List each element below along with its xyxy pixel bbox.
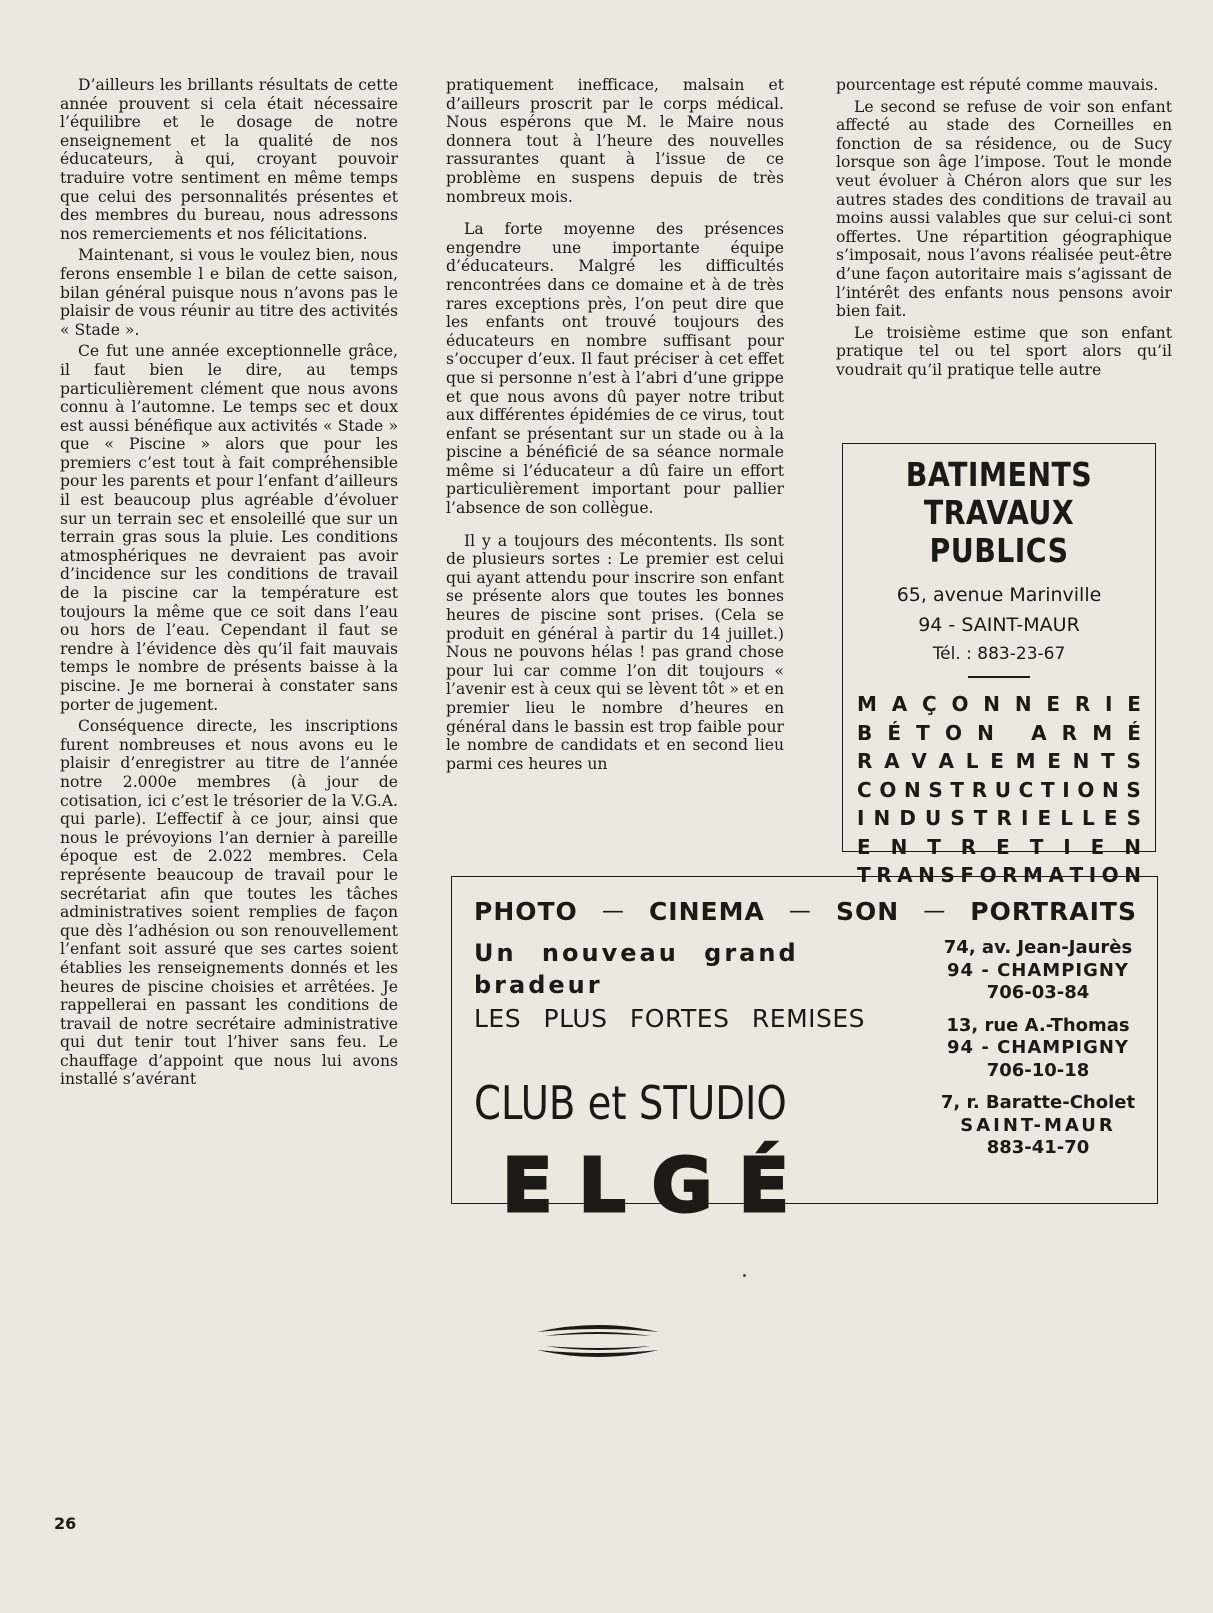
service-letter: F bbox=[960, 863, 975, 887]
service-letter: D bbox=[899, 806, 916, 830]
service-letter: I bbox=[1020, 806, 1029, 830]
paragraph: pratiquement inefficace, malsain et d’ailleurs proscrit par le corps médical. Nous espérons que M. le Maire nous donnera tout à l’heure des nouvelles rassurantes quant à l’issue de ce problème en suspens depuis de très nombreux mois. bbox=[446, 76, 784, 206]
service-letter: C bbox=[857, 777, 872, 802]
service-letter: Ç bbox=[921, 692, 937, 716]
service-letter: M bbox=[1092, 720, 1113, 745]
ad-service-line bbox=[843, 719, 1155, 748]
ad-tagline-remises: LES PLUS FORTES REMISES bbox=[474, 1004, 866, 1033]
ad-service-line bbox=[843, 776, 1155, 805]
advertisement-batiments bbox=[842, 443, 1156, 887]
service-letter: R bbox=[876, 863, 892, 887]
ad-club-studio: CLUB et STUDIO bbox=[474, 1076, 787, 1130]
service-letter: A bbox=[938, 749, 955, 773]
shop-street: 74, av. Jean-Jaurès bbox=[943, 937, 1133, 958]
service-letter: R bbox=[971, 777, 988, 802]
ornament-divider-icon bbox=[535, 1320, 661, 1362]
paragraph: Le second se refuse de voir son enfant affecté au stade des Corneilles en fonction de sa résidence, ou de Sucy lorsque son âge l’impose. Tout le monde veut évoluer à Chéron alors que sur les autres stades des conditions de travail au moins aussi valables que sur celui-ci sont offertes. Une répartition géographique s’imposait, nous l’avons réalisée peut-être d’une façon autoritaire mais s’agissant de l’intérêt des enfants nous pensons avoir bien fait. bbox=[836, 97, 1172, 321]
service-letter: É bbox=[887, 720, 902, 745]
ad-header-line bbox=[474, 897, 1137, 926]
item-son: SON bbox=[835, 897, 900, 926]
shop-address bbox=[938, 937, 1138, 1005]
service-letter: N bbox=[1102, 777, 1119, 802]
service-letter: O bbox=[979, 863, 997, 887]
service-letter: T bbox=[857, 863, 871, 887]
service-letter: I bbox=[1105, 692, 1113, 716]
ad-tagline: Un nouveau grand bradeur bbox=[474, 939, 799, 999]
service-letter: O bbox=[1077, 777, 1095, 802]
service-letter: T bbox=[1101, 749, 1115, 773]
ad-addresses bbox=[938, 937, 1138, 1170]
ink-dot bbox=[743, 1274, 746, 1277]
service-letter: E bbox=[1037, 806, 1052, 830]
service-letter bbox=[1009, 719, 1016, 748]
service-letter: I bbox=[857, 806, 865, 830]
service-letter: L bbox=[1082, 806, 1095, 830]
service-letter: N bbox=[977, 720, 994, 745]
service-letter: I bbox=[1062, 777, 1070, 802]
paragraph: Le troisième estime que son enfant pratique tel ou tel sport alors qu’il voudrait qu’il pratique telle autre bbox=[836, 323, 1172, 379]
service-letter: R bbox=[1002, 863, 1018, 887]
service-letter: O bbox=[1101, 863, 1119, 887]
shop-address bbox=[938, 1015, 1138, 1083]
shop-city: SAINT-MAUR bbox=[960, 1114, 1116, 1136]
item-cinema: CINEMA bbox=[648, 897, 765, 926]
service-letter: R bbox=[960, 834, 977, 859]
service-letter: M bbox=[1023, 863, 1043, 887]
paragraph: La forte moyenne des présences engendre une importante équipe d’éducateurs. Malgré les difficultés rencontrées dans ce domaine et à de très rares exceptions près, l’on peut dire que les enfants ont trouvé toujours des éducateurs en nombre suffisant pour s’occuper d’eux. Il faut préciser à cet effet que si personne n’est à l’abri d’une grippe et que nous avons dû payer notre tribut aux différentes épidémies de ce virus, tout enfant se présentant sur un stade ou à la piscine a bénéficié de sa séance normale même si l’éducateur a dû faire un effort particulièrement important pour pallier l’absence de son collègue. bbox=[446, 220, 784, 518]
paragraph: Conséquence directe, les inscriptions furent nombreuses et nous avons eu le plaisir d’enregistrer au titre de l’année notre 2.000e membres (à jour de cotisation, ici c’est le trésorier de la V.G.A. qui parle). L’effectif à ce jour, ainsi que nous le prévoyions l’an dernier à pareille époque est de 2.022 membres. Cela représente beaucoup de travail pour le secrétariat afin que toutes les tâches administratives soient remplies de façon que dès l’adhésion ou son renouvellement l’enfant soit assuré que ses cartes soient établies les renseignements donnés et les heures de piscine choisies et arrêtées. Je rappellerai en passant les conditions de travail de notre secrétaire administrative qui dut tenir tout l’hiver sans feu. Le chauffage d’appoint que nous lui avons installé s’avérant bbox=[60, 717, 398, 1089]
service-letter: T bbox=[927, 834, 941, 859]
article-column-1 bbox=[60, 76, 398, 1092]
service-letter: E bbox=[1047, 749, 1061, 773]
service-letter: O bbox=[944, 720, 962, 745]
shop-address bbox=[938, 1092, 1138, 1160]
service-letter: R bbox=[1061, 720, 1078, 745]
service-letter: I bbox=[1088, 863, 1097, 887]
dash: — bbox=[923, 899, 947, 924]
service-letter: T bbox=[1069, 863, 1084, 887]
ad-services-list bbox=[843, 690, 1155, 890]
service-letter: O bbox=[951, 692, 969, 716]
brand-logo-elge: ELGÉ bbox=[502, 1143, 815, 1229]
service-letter: E bbox=[1090, 834, 1105, 859]
service-letter: N bbox=[1124, 863, 1141, 887]
service-letter: U bbox=[994, 777, 1012, 802]
service-letter: V bbox=[911, 749, 927, 773]
service-letter: N bbox=[903, 777, 921, 802]
service-letter: E bbox=[857, 834, 871, 859]
divider bbox=[968, 676, 1030, 678]
paragraph: pourcentage est réputé comme mauvais. bbox=[836, 76, 1159, 94]
shop-street: 13, rue A.-Thomas bbox=[946, 1014, 1130, 1036]
service-letter: M bbox=[857, 692, 877, 716]
service-letter: U bbox=[925, 806, 942, 830]
service-letter: M bbox=[1015, 749, 1036, 773]
paragraph: Ce fut une année exceptionnelle grâce, il faut bien le dire, au temps particulièrement clément que nous avons connu à l’automne. Le temps sec et doux est aussi bénéfique aux activités « Stade » que « Piscine » alors que pour les premiers c’est tout à fait compréhensible pour les parents et pour l’enfant d’ailleurs il est beaucoup plus agréable d’évoluer sur un terrain sec et ensoleillé que sur un terrain gras sous la pluie. Les conditions atmosphériques ne devraient pas avoir d’incidence sur les conditions de travail de la piscine car la température est toujours la même que ce soit dans l’eau ou hors de l’eau. Cependant il faut se rendre à l’évidence dès qu’il fait mauvais temps le nombre de présents baisse à la piscine. Je me bornerai à constater sans porter de jugement. bbox=[60, 342, 398, 714]
service-letter: L bbox=[1060, 806, 1073, 830]
paragraph: Maintenant, si vous le voulez bien, nous ferons ensemble l e bilan de cette saison, bilan général puisque nous n’avons pas le plaisir de vous réunir au titre des activités « Stade ». bbox=[60, 246, 398, 339]
service-letter: C bbox=[1018, 777, 1034, 802]
service-letter: E bbox=[996, 834, 1010, 859]
service-letter: T bbox=[1029, 834, 1044, 859]
article-column-3 bbox=[836, 76, 1172, 383]
ad-service-line bbox=[843, 747, 1155, 776]
service-letter: N bbox=[1014, 692, 1032, 716]
service-letter: A bbox=[1031, 720, 1047, 745]
service-letter: N bbox=[1072, 749, 1090, 773]
service-letter: N bbox=[1124, 834, 1141, 859]
service-letter: A bbox=[897, 863, 913, 887]
paragraph: Il y a toujours des mécontents. Ils sont de plusieurs sortes : Le premier est celui qui ayant attendu pour inscrire son enfant se présente alors que toutes les bonnes heures de piscine sont prises. (Cela se produit en général à partir du 14 juillet.) Nous ne pouvons hélas ! pas grand chose pour lui car comme l’on dit toujours « l’avenir est à ceux qui se lèvent tôt » et en premier lieu le nombre d’heures en général dans le bassin est trop faible pour le nombre de candidats et en second lieu parmi ces heures un bbox=[446, 531, 784, 773]
page-number: 26 bbox=[54, 1514, 77, 1533]
service-letter: B bbox=[857, 720, 873, 745]
service-letter: A bbox=[1048, 863, 1064, 887]
service-letter: N bbox=[983, 692, 1001, 716]
service-letter: T bbox=[973, 806, 988, 830]
service-letter: L bbox=[965, 749, 979, 773]
service-letter: E bbox=[990, 749, 1004, 773]
ad-address-street: 65, avenue Marinville bbox=[896, 584, 1102, 606]
service-letter: S bbox=[1126, 777, 1141, 802]
ad-service-line bbox=[843, 804, 1155, 833]
dash: — bbox=[601, 899, 625, 924]
shop-city: 94 - CHAMPIGNY bbox=[947, 1037, 1129, 1058]
service-letter: S bbox=[928, 777, 943, 802]
service-letter: É bbox=[1127, 720, 1141, 745]
service-letter: T bbox=[916, 720, 930, 745]
service-letter: T bbox=[1040, 777, 1055, 802]
service-letter: E bbox=[1103, 806, 1118, 830]
ad-service-line bbox=[843, 690, 1155, 719]
ad-left-block bbox=[474, 937, 894, 1229]
item-photo: PHOTO bbox=[474, 897, 578, 926]
service-letter: A bbox=[891, 692, 908, 716]
ad-phone: Tél. : 883-23-67 bbox=[932, 644, 1066, 664]
ad-title-2: TRAVAUX PUBLICS bbox=[923, 493, 1075, 570]
service-letter: S bbox=[950, 806, 965, 830]
service-letter: S bbox=[1126, 806, 1141, 830]
ad-title-1: BATIMENTS bbox=[905, 455, 1093, 494]
service-letter: S bbox=[1126, 749, 1141, 773]
service-letter: A bbox=[884, 749, 900, 773]
shop-city: 94 - CHAMPIGNY bbox=[947, 959, 1129, 981]
service-letter: I bbox=[1063, 834, 1071, 859]
service-letter: N bbox=[918, 863, 935, 887]
ad-service-line bbox=[843, 833, 1155, 862]
service-letter: E bbox=[1127, 692, 1141, 716]
service-letter: E bbox=[1046, 692, 1061, 716]
service-letter: S bbox=[940, 863, 955, 887]
service-letter: N bbox=[890, 834, 908, 859]
dash: — bbox=[788, 899, 812, 924]
service-letter: R bbox=[1074, 692, 1091, 716]
service-letter: R bbox=[996, 806, 1012, 830]
service-letter: O bbox=[879, 777, 897, 802]
shop-phone: 706-10-18 bbox=[986, 1059, 1090, 1081]
service-letter: T bbox=[950, 777, 965, 802]
advertisement-elge bbox=[451, 876, 1158, 1229]
shop-phone: 883-41-70 bbox=[986, 1137, 1090, 1158]
article-column-2 bbox=[446, 76, 784, 776]
item-portraits: PORTRAITS bbox=[970, 897, 1137, 926]
paragraph: D’ailleurs les brillants résultats de cette année prouvent si cela était nécessaire l’équilibre et le dosage de notre enseignement et la qualité de nos éducateurs, à qui, croyant pouvoir traduire votre sentiment en même temps que celui des personnalités présentes et des membres du bureau, nous adressons nos remerciements et nos félicitations. bbox=[60, 76, 398, 243]
shop-phone: 706-03-84 bbox=[986, 982, 1090, 1003]
shop-street: 7, r. Baratte-Cholet bbox=[940, 1092, 1136, 1113]
service-letter: N bbox=[873, 806, 891, 830]
ad-address-city: 94 - SAINT-MAUR bbox=[918, 614, 1080, 636]
service-letter: R bbox=[857, 749, 873, 773]
